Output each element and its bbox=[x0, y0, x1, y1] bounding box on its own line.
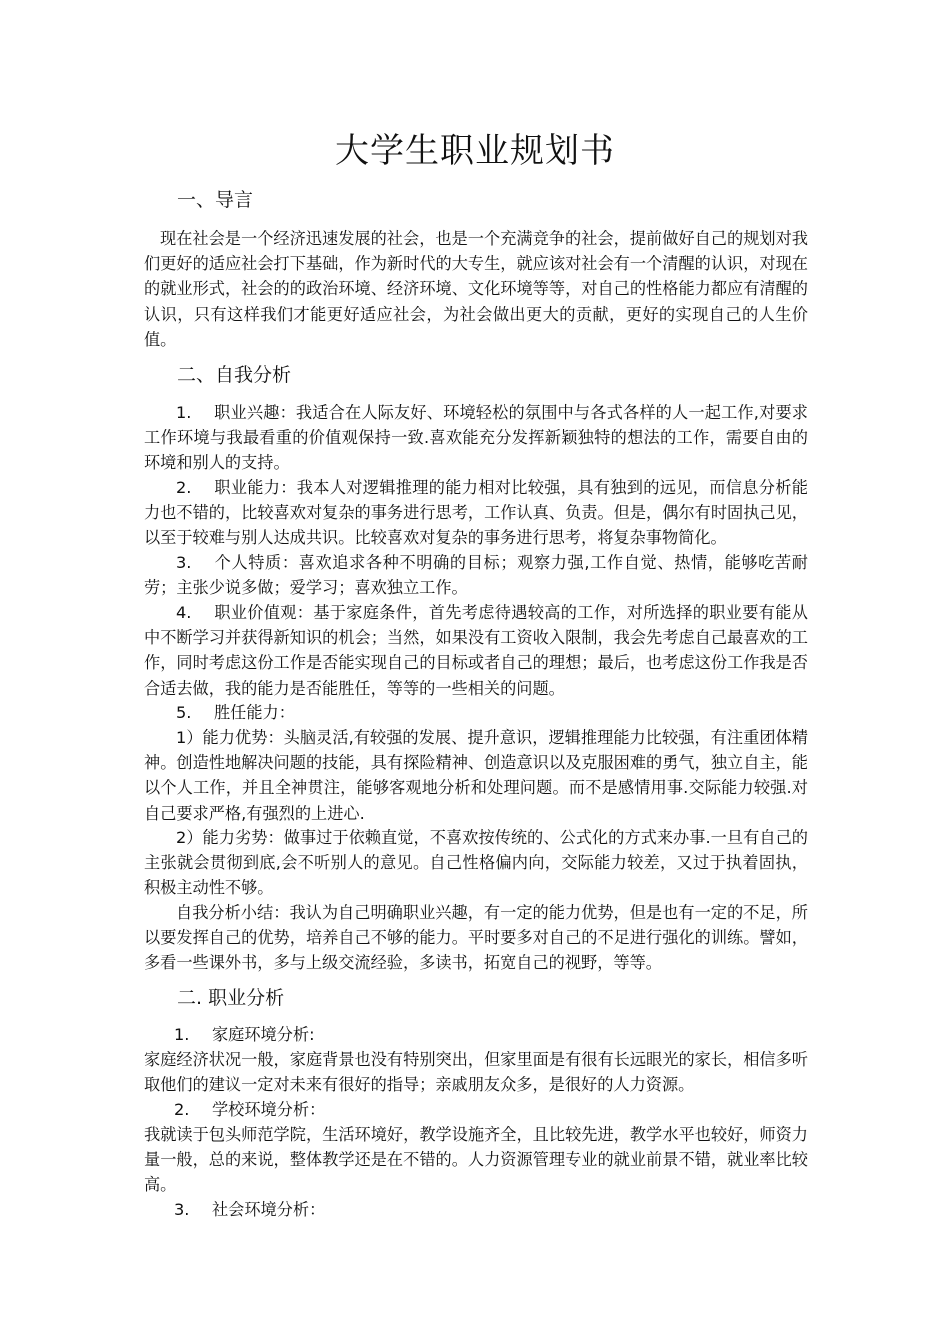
career-item-school-label bbox=[174, 1097, 325, 1122]
item-number: 5. bbox=[176, 703, 192, 722]
self-analysis-summary: 自我分析小结：我认为自己明确职业兴趣，有一定的能力优势，但是也有一定的不足，所以要发挥自己的优势，培养自己不够的能力。平时要多对自己的不足进行强化的训练。譬如，多看一些课外书，多与上级交流经验，多读书，拓宽自己的视野，等等。 bbox=[144, 903, 808, 973]
item-label: 学校环境分析： bbox=[212, 1100, 326, 1119]
intro-paragraph: 现在社会是一个经济迅速发展的社会，也是一个充满竞争的社会，提前做好自己的规划对我们更好的适应社会打下基础，作为新时代的大专生，就应该对社会有一个清醒的认识，对现在的就业形式，社会的的政治环境、经济环境、文化环境等等，对自己的性格能力都应有清醒的认识，只有这样我们才能更好适应社会，为社会做出更大的贡献，更好的实现自己的人生价值。 bbox=[144, 229, 808, 349]
item-number: 3. bbox=[176, 553, 192, 572]
item-text: 胜任能力： bbox=[214, 703, 295, 722]
ability-weakness-paragraph: 2）能力劣势：做事过于依赖直觉，不喜欢按传统的、公式化的方式来办事.一旦有自己的主张就会贯彻到底,会不听别人的意见。自己性格偏内向，交际能力较差，又过于执着固执，积极主动性不够。 bbox=[144, 828, 808, 898]
item-number: 1. bbox=[174, 1025, 190, 1044]
document-title: 大学生职业规划书 bbox=[335, 131, 615, 171]
section-heading-career-analysis: 二. 职业分析 bbox=[177, 987, 285, 1009]
item-text: 职业价值观：基于家庭条件，首先考虑待遇较高的工作，对所选择的职业要有能从中不断学习并获得新知识的机会；当然，如果没有工资收入限制，我会先考虑自己最喜欢的工作，同时考虑这份工作是否能实现自己的目标或者自己的理想；最后，也考虑这份工作我是否合适去做，我的能力是否能胜任，等等的一些相关的问题。 bbox=[144, 603, 808, 698]
item-text: 个人特质：喜欢追求各种不明确的目标；观察力强,工作自觉、热情，能够吃苦耐劳；主张少说多做；爱学习；喜欢独立工作。 bbox=[144, 553, 808, 598]
item-number: 2. bbox=[176, 478, 192, 497]
self-item-competence bbox=[144, 700, 808, 725]
item-number: 2. bbox=[174, 1100, 190, 1119]
section-heading-intro: 一、导言 bbox=[177, 189, 254, 211]
item-number: 3. bbox=[174, 1200, 190, 1219]
career-family-paragraph: 家庭经济状况一般，家庭背景也没有特别突出，但家里面是有很有长远眼光的家长，相信多听取他们的建议一定对未来有很好的指导；亲戚朋友众多，是很好的人力资源。 bbox=[144, 1050, 808, 1095]
self-item-values bbox=[144, 600, 808, 701]
self-item-interest bbox=[144, 400, 808, 476]
career-item-family-label bbox=[174, 1022, 315, 1047]
career-school-paragraph: 我就读于包头师范学院，生活环境好，教学设施齐全，且比较先进，教学水平也较好，师资力量一般，总的来说，整体教学还是在不错的。人力资源管理专业的就业前景不错，就业率比较高。 bbox=[144, 1125, 808, 1195]
self-item-ability bbox=[144, 475, 808, 551]
self-item-traits bbox=[144, 550, 808, 600]
item-text: 职业能力：我本人对逻辑推理的能力相对比较强，具有独到的远见，而信息分析能力也不错的，比较喜欢对复杂的事务进行思考，工作认真、负责。但是，偶尔有时固执己见，以至于较难与别人达成共识。比较喜欢对复杂的事务进行思考，将复杂事物简化。 bbox=[144, 478, 808, 548]
item-label: 社会环境分析： bbox=[212, 1200, 326, 1219]
ability-strength-paragraph: 1）能力优势：头脑灵活,有较强的发展、提升意识，逻辑推理能力比较强，有注重团体精神。创造性地解决问题的技能，具有探险精神、创造意识以及克服困难的勇气，独立自主，能以个人工作，并且全神贯注，能够客观地分析和处理问题。而不是感情用事.交际能力较强.对自己要求严格,有强烈的上进心. bbox=[144, 728, 808, 823]
section-heading-self-analysis: 二、自我分析 bbox=[177, 364, 292, 386]
item-number: 4. bbox=[176, 603, 192, 622]
career-item-society-label bbox=[174, 1197, 325, 1222]
item-number: 1. bbox=[176, 403, 192, 422]
item-label: 家庭环境分析: bbox=[212, 1025, 315, 1044]
item-text: 职业兴趣：我适合在人际友好、环境轻松的氛围中与各式各样的人一起工作,对要求工作环境与我最看重的价值观保持一致.喜欢能充分发挥新颖独特的想法的工作，需要自由的环境和别人的支持。 bbox=[144, 403, 808, 473]
